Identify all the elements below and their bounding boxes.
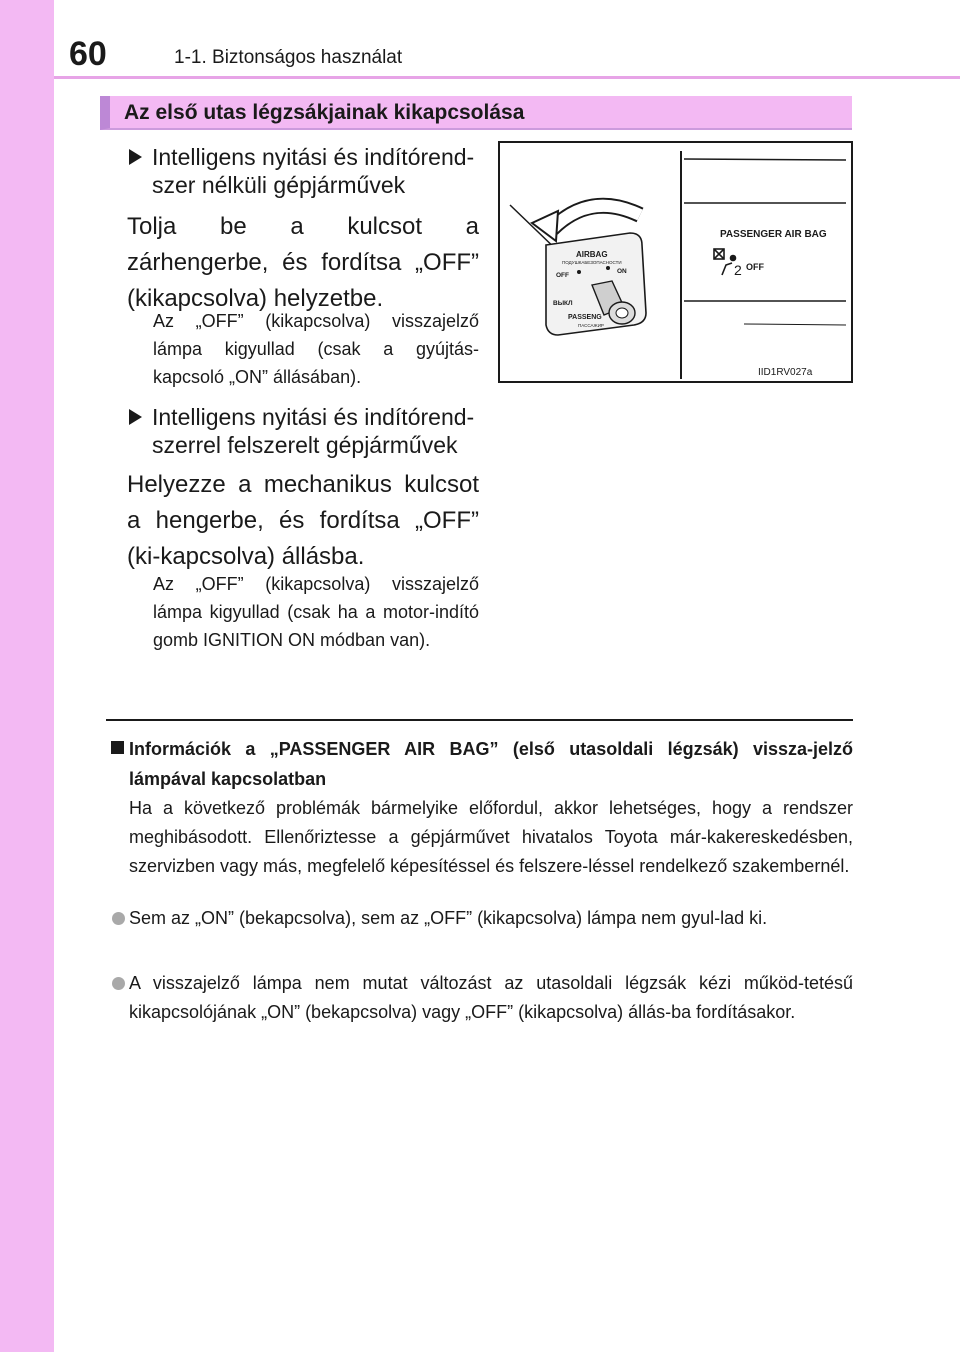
- instruction-text: Tolja be a kulcsot a zárhengerbe, és fordítsa „OFF” (kikapcsolva) helyzetbe.: [127, 213, 479, 312]
- header-rule: [54, 76, 960, 79]
- info-title: Információk a „PASSENGER AIR BAG” (első utasoldali légzsák) vissza-jelző lámpával kapcsolatban: [129, 739, 853, 789]
- circle-bullet-icon: [112, 977, 125, 990]
- svg-text:AIRBAG: AIRBAG: [576, 250, 608, 259]
- subtitle-line: szerrel felszerelt gépjárművek: [152, 432, 458, 458]
- subtitle-line: Intelligens nyitási és indítórend-: [152, 144, 475, 170]
- svg-text:ПОДУШКАБЕЗОПАСНОСТИ: ПОДУШКАБЕЗОПАСНОСТИ: [562, 260, 622, 265]
- triangle-bullet-icon: [129, 409, 142, 425]
- svg-text:PASSENG: PASSENG: [568, 314, 602, 321]
- triangle-bullet-icon: [129, 149, 142, 165]
- section-divider: [106, 719, 853, 721]
- key-lock-icon: [546, 233, 646, 335]
- svg-text:OFF: OFF: [556, 272, 569, 279]
- note-text: Az „OFF” (kikapcsolva) visszajelző lámpa kigyullad (csak a gyújtás-kapcsoló „ON” állásában).: [153, 311, 479, 387]
- airbag-off-icon: [714, 249, 742, 278]
- list-item: A visszajelző lámpa nem mutat változást az utasoldali légzsák kézi működ-tetésű kikapcsolójának „ON” (bekapcsolva) vagy „OFF” (kikapcsolva) állás-ba fordításakor.: [129, 973, 853, 1022]
- list-item: Sem az „ON” (bekapcsolva), sem az „OFF” (kikapcsolva) lámpa nem gyul-lad ki.: [129, 908, 768, 928]
- instruction-text: Helyezze a mechanikus kulcsot a hengerbe, és fordítsa „OFF” (ki-kapcsolva) állásba.: [127, 471, 479, 570]
- figure-code: IID1RV027a: [758, 367, 813, 378]
- subtitle-line: Intelligens nyitási és indítórend-: [152, 404, 475, 430]
- side-color-strip: [0, 0, 54, 1352]
- rotation-arrow-head-icon: [532, 211, 558, 241]
- airbag-switch-figure: [498, 141, 853, 383]
- panel-label: PASSENGER AIR BAG: [720, 229, 827, 240]
- section-heading-text: Az első utas légzsákjainak kikapcsolása: [124, 101, 525, 124]
- chapter-title: 1-1. Biztonságos használat: [174, 47, 403, 68]
- circle-bullet-icon: [112, 912, 125, 925]
- svg-text:2: 2: [734, 262, 742, 278]
- svg-text:ПАССАЖИР: ПАССАЖИР: [578, 323, 604, 328]
- note-text: Az „OFF” (kikapcsolva) visszajelző lámpa kigyullad (csak ha a motor-indító gomb IGNITION ON módban van).: [153, 574, 479, 650]
- svg-text:ВЫКЛ: ВЫКЛ: [553, 300, 573, 307]
- airbag-switch-illustration: [500, 143, 851, 381]
- subtitle-line: szer nélküli gépjárművek: [152, 172, 406, 198]
- square-bullet-icon: [111, 741, 124, 754]
- svg-text:ON: ON: [617, 268, 627, 275]
- section-heading: [100, 96, 852, 130]
- info-body: Ha a következő problémák bármelyike előfordul, akkor lehetséges, hogy a rendszer meghibásodott. Ellenőriztesse a gépjárművet hivatalos Toyota már-kakereskedésben, szervizben vagy más, megfelelő képesítéssel és felszere-léssel rendelkező szakembernél.: [129, 798, 853, 876]
- page-number: 60: [69, 35, 107, 73]
- panel-off-label: OFF: [746, 262, 764, 272]
